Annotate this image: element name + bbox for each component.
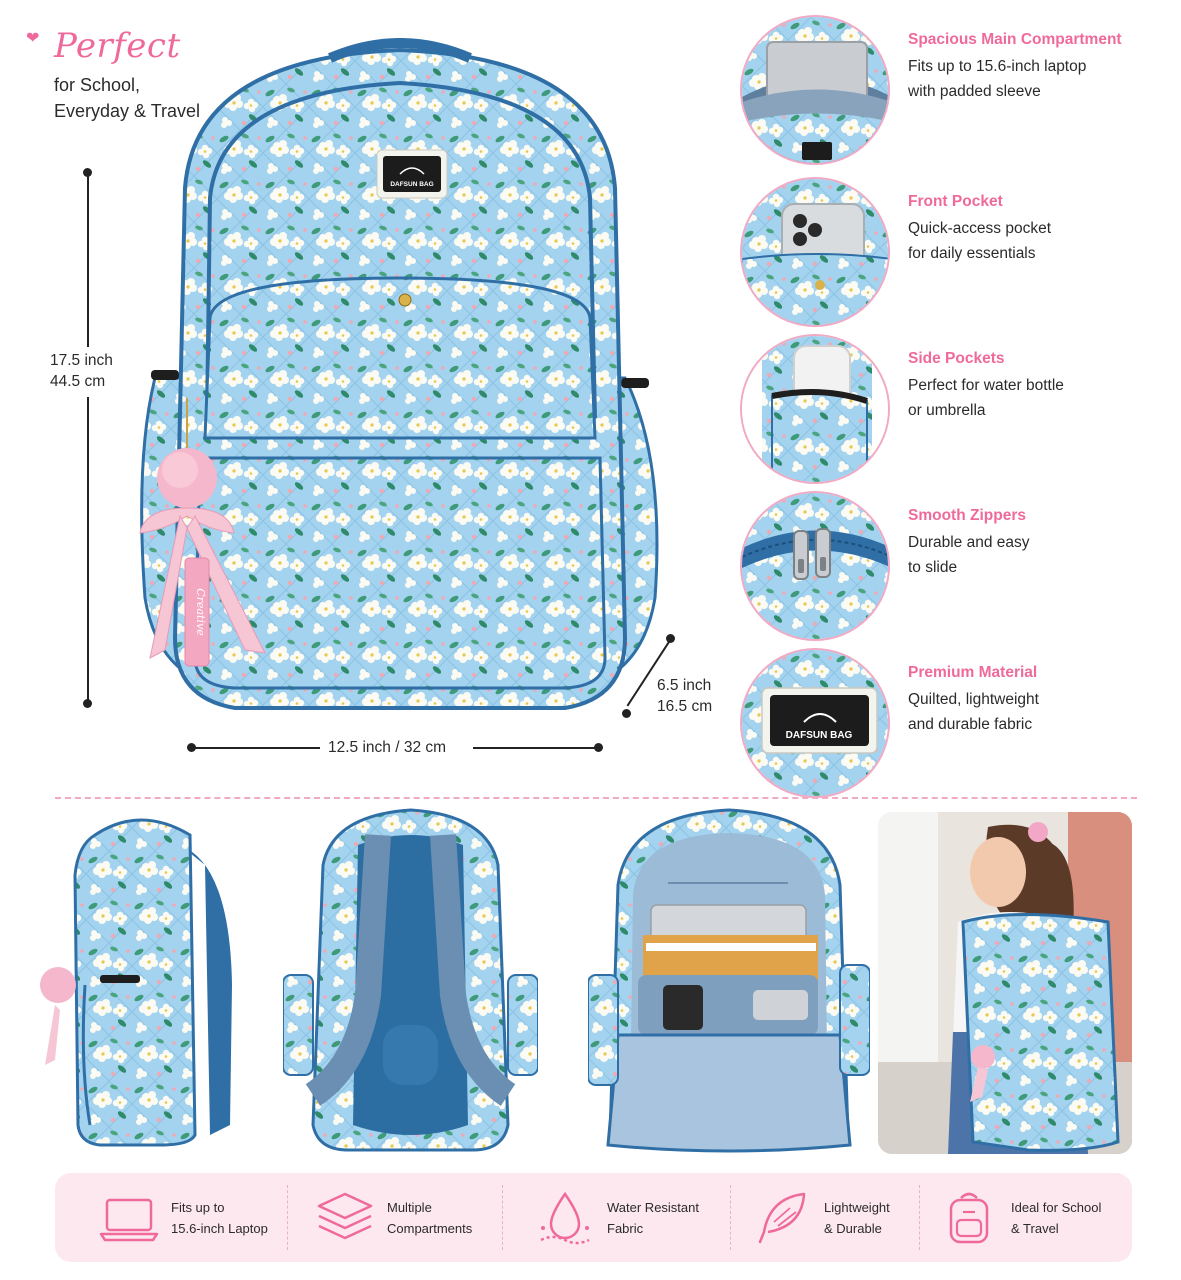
benefit-label: Water Resistant Fabric — [607, 1199, 699, 1236]
feature-title: Spacious Main Compartment — [908, 31, 1122, 48]
heart-sparkle-icon: ❤ — [26, 30, 40, 47]
benefit-separator — [730, 1185, 731, 1250]
bottle-pocket-photo-icon — [740, 334, 890, 484]
width-label: 12.5 inch / 32 cm — [328, 739, 447, 756]
feature-description: Quick-access pocket for daily essentials — [908, 220, 1051, 262]
feature-main-compartment — [740, 15, 1170, 165]
feature-title: Smooth Zippers — [908, 507, 1026, 524]
keychain-text: Creative — [194, 588, 207, 636]
height-line-lower — [87, 397, 89, 703]
benefit-laptop — [97, 1173, 268, 1262]
benefit-school-travel — [937, 1173, 1101, 1262]
feature-description: Perfect for water bottle or umbrella — [908, 377, 1064, 419]
water-drop-icon — [533, 1186, 597, 1250]
feature-front-pocket — [740, 177, 1170, 327]
laptop-sleeve-photo-icon — [740, 15, 890, 165]
feature-title: Premium Material — [908, 664, 1038, 681]
feature-side-pockets — [740, 334, 1170, 484]
laptop-icon — [97, 1186, 161, 1250]
benefit-lightweight — [750, 1173, 890, 1262]
feature-smooth-zippers — [740, 491, 1170, 641]
benefit-separator — [502, 1185, 503, 1250]
open-interior-view — [588, 805, 870, 1155]
depth-bottom-dot — [622, 709, 631, 718]
hero-backpack — [125, 38, 675, 718]
feature-title: Front Pocket — [908, 193, 1003, 210]
girl-wearing-view — [878, 812, 1132, 1154]
feature-description: Fits up to 15.6-inch laptop with padded sleeve — [908, 58, 1087, 100]
phone-pocket-photo-icon — [740, 177, 890, 327]
feature-description: Durable and easy to slide — [908, 534, 1030, 576]
patch-logo-text: DAFSUN BAG — [785, 730, 853, 741]
logo-patch-photo-icon — [740, 648, 890, 798]
feature-description: Quilted, lightweight and durable fabric — [908, 691, 1039, 733]
back-view — [283, 805, 538, 1155]
feather-icon — [750, 1186, 814, 1250]
side-view — [40, 805, 240, 1150]
height-line — [87, 172, 89, 347]
benefit-label: Multiple Compartments — [387, 1199, 473, 1236]
benefit-separator — [919, 1185, 920, 1250]
benefit-label: Ideal for School & Travel — [1011, 1199, 1102, 1236]
width-right-dot — [594, 743, 603, 752]
benefit-separator — [287, 1185, 288, 1250]
layers-icon — [313, 1186, 377, 1250]
headline-subtitle: for School, Everyday & Travel — [54, 75, 201, 121]
width-line-right — [473, 747, 598, 749]
benefit-label: Fits up to 15.6-inch Laptop — [171, 1199, 268, 1236]
width-line-left — [190, 747, 320, 749]
backpack-icon — [937, 1186, 1001, 1250]
benefit-label: Lightweight & Durable — [824, 1199, 890, 1236]
benefit-compartments — [313, 1173, 472, 1262]
headline-script: Perfect — [54, 26, 181, 66]
hero-logo-text: DAFSUN BAG — [390, 181, 434, 188]
benefit-strip — [55, 1173, 1132, 1262]
depth-label: 6.5 inch 16.5 cm — [657, 677, 713, 715]
height-label: 17.5 inch 44.5 cm — [50, 352, 113, 390]
benefit-water-resistant — [533, 1173, 699, 1262]
section-divider — [55, 797, 1137, 799]
feature-title: Side Pockets — [908, 350, 1005, 367]
zipper-photo-icon — [740, 491, 890, 641]
hero-backpack-illustration — [125, 38, 675, 718]
feature-premium-material — [740, 648, 1170, 798]
height-bottom-dot — [83, 699, 92, 708]
